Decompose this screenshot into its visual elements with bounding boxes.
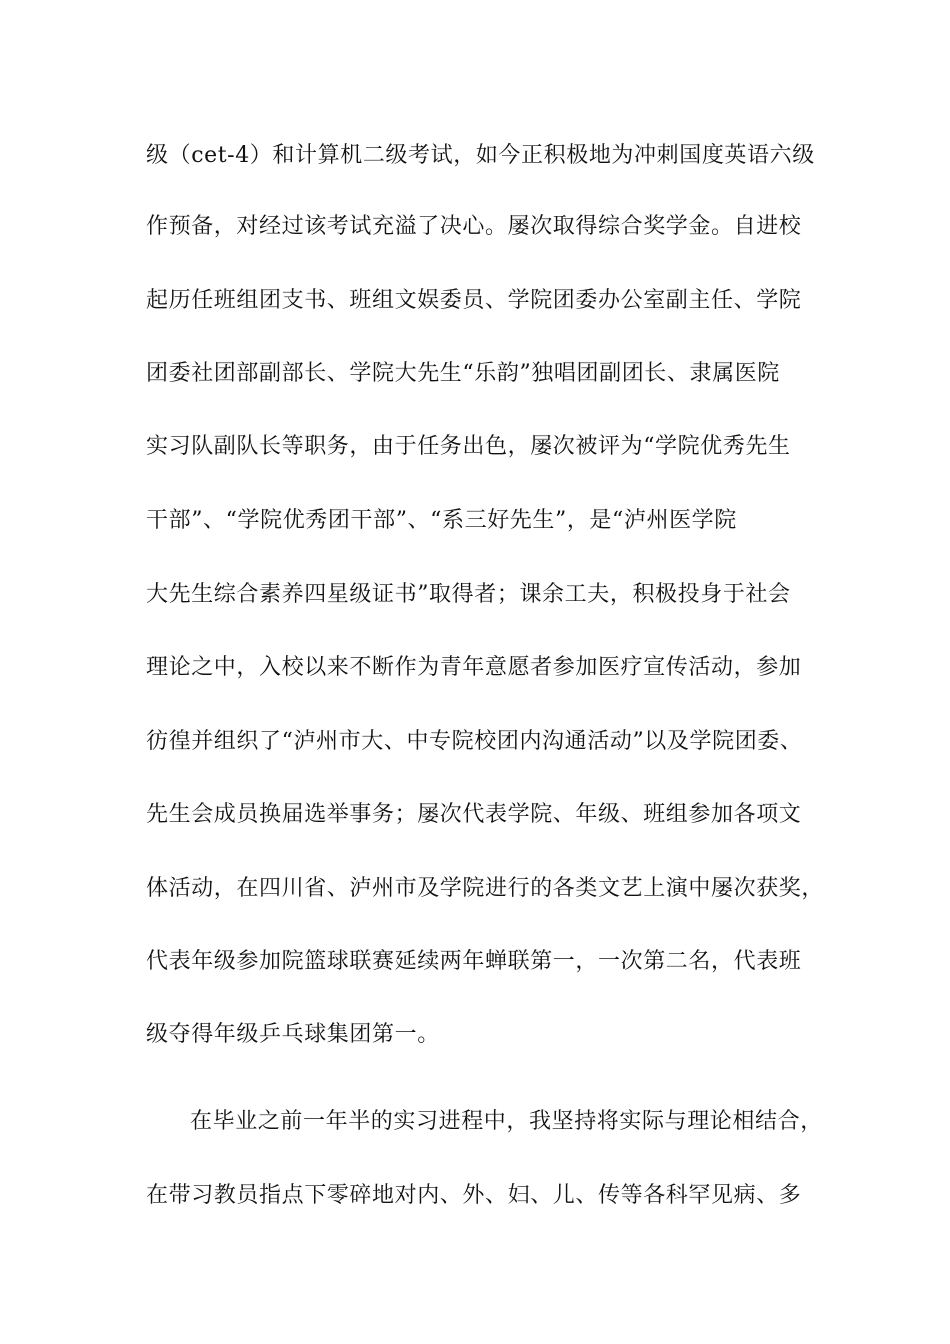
text-line-7: 大先生综合素养四星级证书”取得者；课余工夫，积极投身于社会 — [146, 582, 791, 607]
text-line-12: 代表年级参加院篮球联赛延续两年蝉联第一，一次第二名，代表班 — [146, 949, 802, 974]
text-line-14: 在毕业之前一年半的实习进程中，我坚持将实际与理论相结合， — [190, 1109, 823, 1134]
text-line-13: 级夺得年级乒乓球集团第一。 — [146, 1022, 440, 1047]
text-line-8: 理论之中，入校以来不断作为青年意愿者参加医疗宣传活动，参加 — [146, 655, 802, 680]
text-line-6: 干部”、“学院优秀团干部”、“系三好先生”，是“泸州医学院 — [146, 508, 737, 533]
text-line-10: 先生会成员换届选举事务；屡次代表学院、年级、班组参加各项文 — [146, 802, 802, 827]
text-line-1: 级（cet-4）和计算机二级考试，如今正积极地为冲刺国度英语六级 — [146, 143, 815, 168]
text-line-9: 彷徨并组织了“泸州市大、中专院校团内沟通活动”以及学院团委、 — [146, 729, 803, 754]
text-line-2: 作预备，对经过该考试充溢了决心。屡次取得综合奖学金。自进校 — [146, 214, 802, 239]
text-line-3: 起历任班组团支书、班组文娱委员、学院团委办公室副主任、学院 — [146, 288, 802, 313]
text-line-4: 团委社团部副部长、学院大先生“乐韵”独唱团副团长、隶属医院 — [146, 361, 780, 386]
text-line-15: 在带习教员指点下零碎地对内、外、妇、儿、传等各科罕见病、多 — [146, 1183, 802, 1208]
text-line-5: 实习队副队长等职务，由于任务出色，屡次被评为“学院优秀先生 — [146, 434, 791, 459]
text-line-11: 体活动，在四川省、泸州市及学院进行的各类文艺上演中屡次获奖， — [146, 876, 825, 901]
